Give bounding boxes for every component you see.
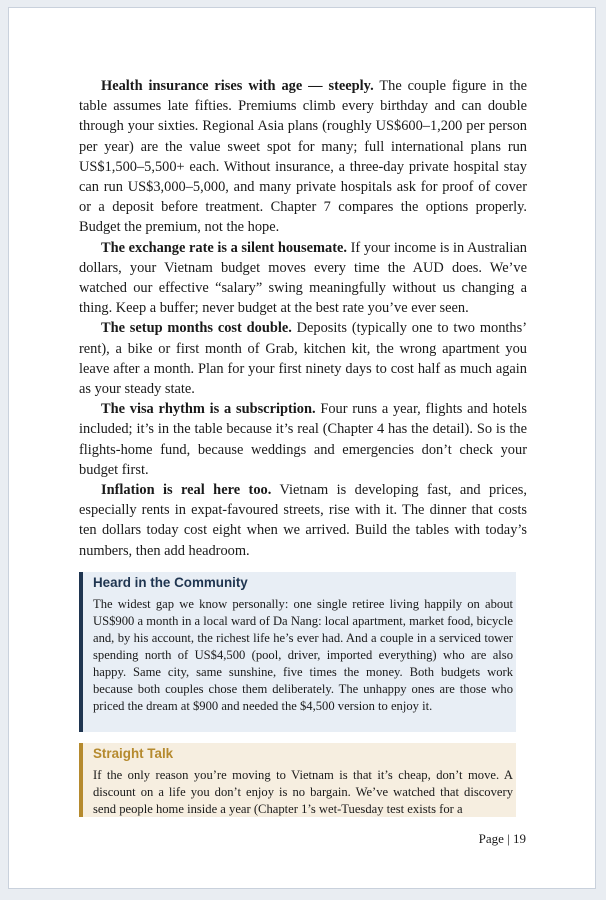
body-text <box>79 76 527 561</box>
paragraph-visa-rhythm <box>79 399 527 480</box>
callout-text: The widest gap we know personally: one single retiree living happily on about US$900 a month in a local ward of Da Nang: local apartment, market food, bicycle and, by his account, the richest life he’s ever had. And a couple in a serviced tower spending north of US$4,500 (pool, driver, imported everything) who are also happy. Same city, same sunshine, five times the money. Both budgets work because both couples chose them deliberately. The unhappy ones are those who priced the dream at $900 and needed the $4,500 version to enjoy it. <box>93 597 513 713</box>
paragraph-body: If your income is in Australian dollars, your Vietnam budget moves every time the AUD does. We’ve watched our effective “salary” swing meaningfully without us changing a thing. Keep a buffer; never budget at the best rate you’ve ever seen. <box>79 239 527 317</box>
paragraph-health-insurance <box>79 76 527 238</box>
paragraph-body: Deposits (typically one to two months’ rent), a bike or first month of Grab, kitchen kit, the wrong apartment you leave after a month. Plan for your first ninety days to cost half as much again as your steady state. <box>79 320 527 398</box>
paragraph-lead: Health insurance rises with age — steeply. <box>101 78 374 94</box>
straight-talk-callout <box>79 743 516 817</box>
document-page <box>8 7 596 889</box>
community-callout <box>79 572 516 732</box>
callout-title: Heard in the Community <box>93 575 248 590</box>
paragraph-inflation <box>79 480 527 561</box>
paragraph-setup-months <box>79 318 527 399</box>
paragraph-body: Vietnam is developing fast, and prices, especially rents in expat-favoured streets, rise with it. The dinner that costs ten dollars today cost eight when we arrived. Build the tables with today’s numbers, then add headroom. <box>79 482 527 559</box>
paragraph-body: Four runs a year, flights and hotels included; it’s in the table because it’s real (Chapter 4 has the detail). So is the flights-home fund, because weddings and emergencies don’t check your budget first. <box>79 401 527 478</box>
paragraph-lead: The exchange rate is a silent housemate. <box>101 239 347 256</box>
callout-title: Straight Talk <box>93 746 174 761</box>
paragraph-body: The couple figure in the table assumes late fifties. Premiums climb every birthday and can double through your sixties. Regional Asia plans (roughly US$600–1,200 per person per year) are the value sweet spot for many; full international plans run US$1,500–5,500+ each. Without insurance, a three-day private hospital stay can run US$3,000–5,000, and many private hospitals ask for proof of cover or a deposit before treatment. Chapter 7 compares the options properly. Budget the premium, not the hope. <box>79 78 527 236</box>
paragraph-lead: The visa rhythm is a subscription. <box>101 401 316 418</box>
page-number: Page | 19 <box>478 831 526 846</box>
paragraph-lead: Inflation is real here too. <box>101 482 272 499</box>
paragraph-lead: The setup months cost double. <box>101 320 292 337</box>
callout-text: If the only reason you’re moving to Vietnam is that it’s cheap, don’t move. A discount on a life you don’t enjoy is no bargain. We’ve watched that discovery send people home inside a year (Chapter 1’s wet-Tuesday test exists for a <box>93 768 513 816</box>
paragraph-exchange-rate <box>79 238 527 319</box>
